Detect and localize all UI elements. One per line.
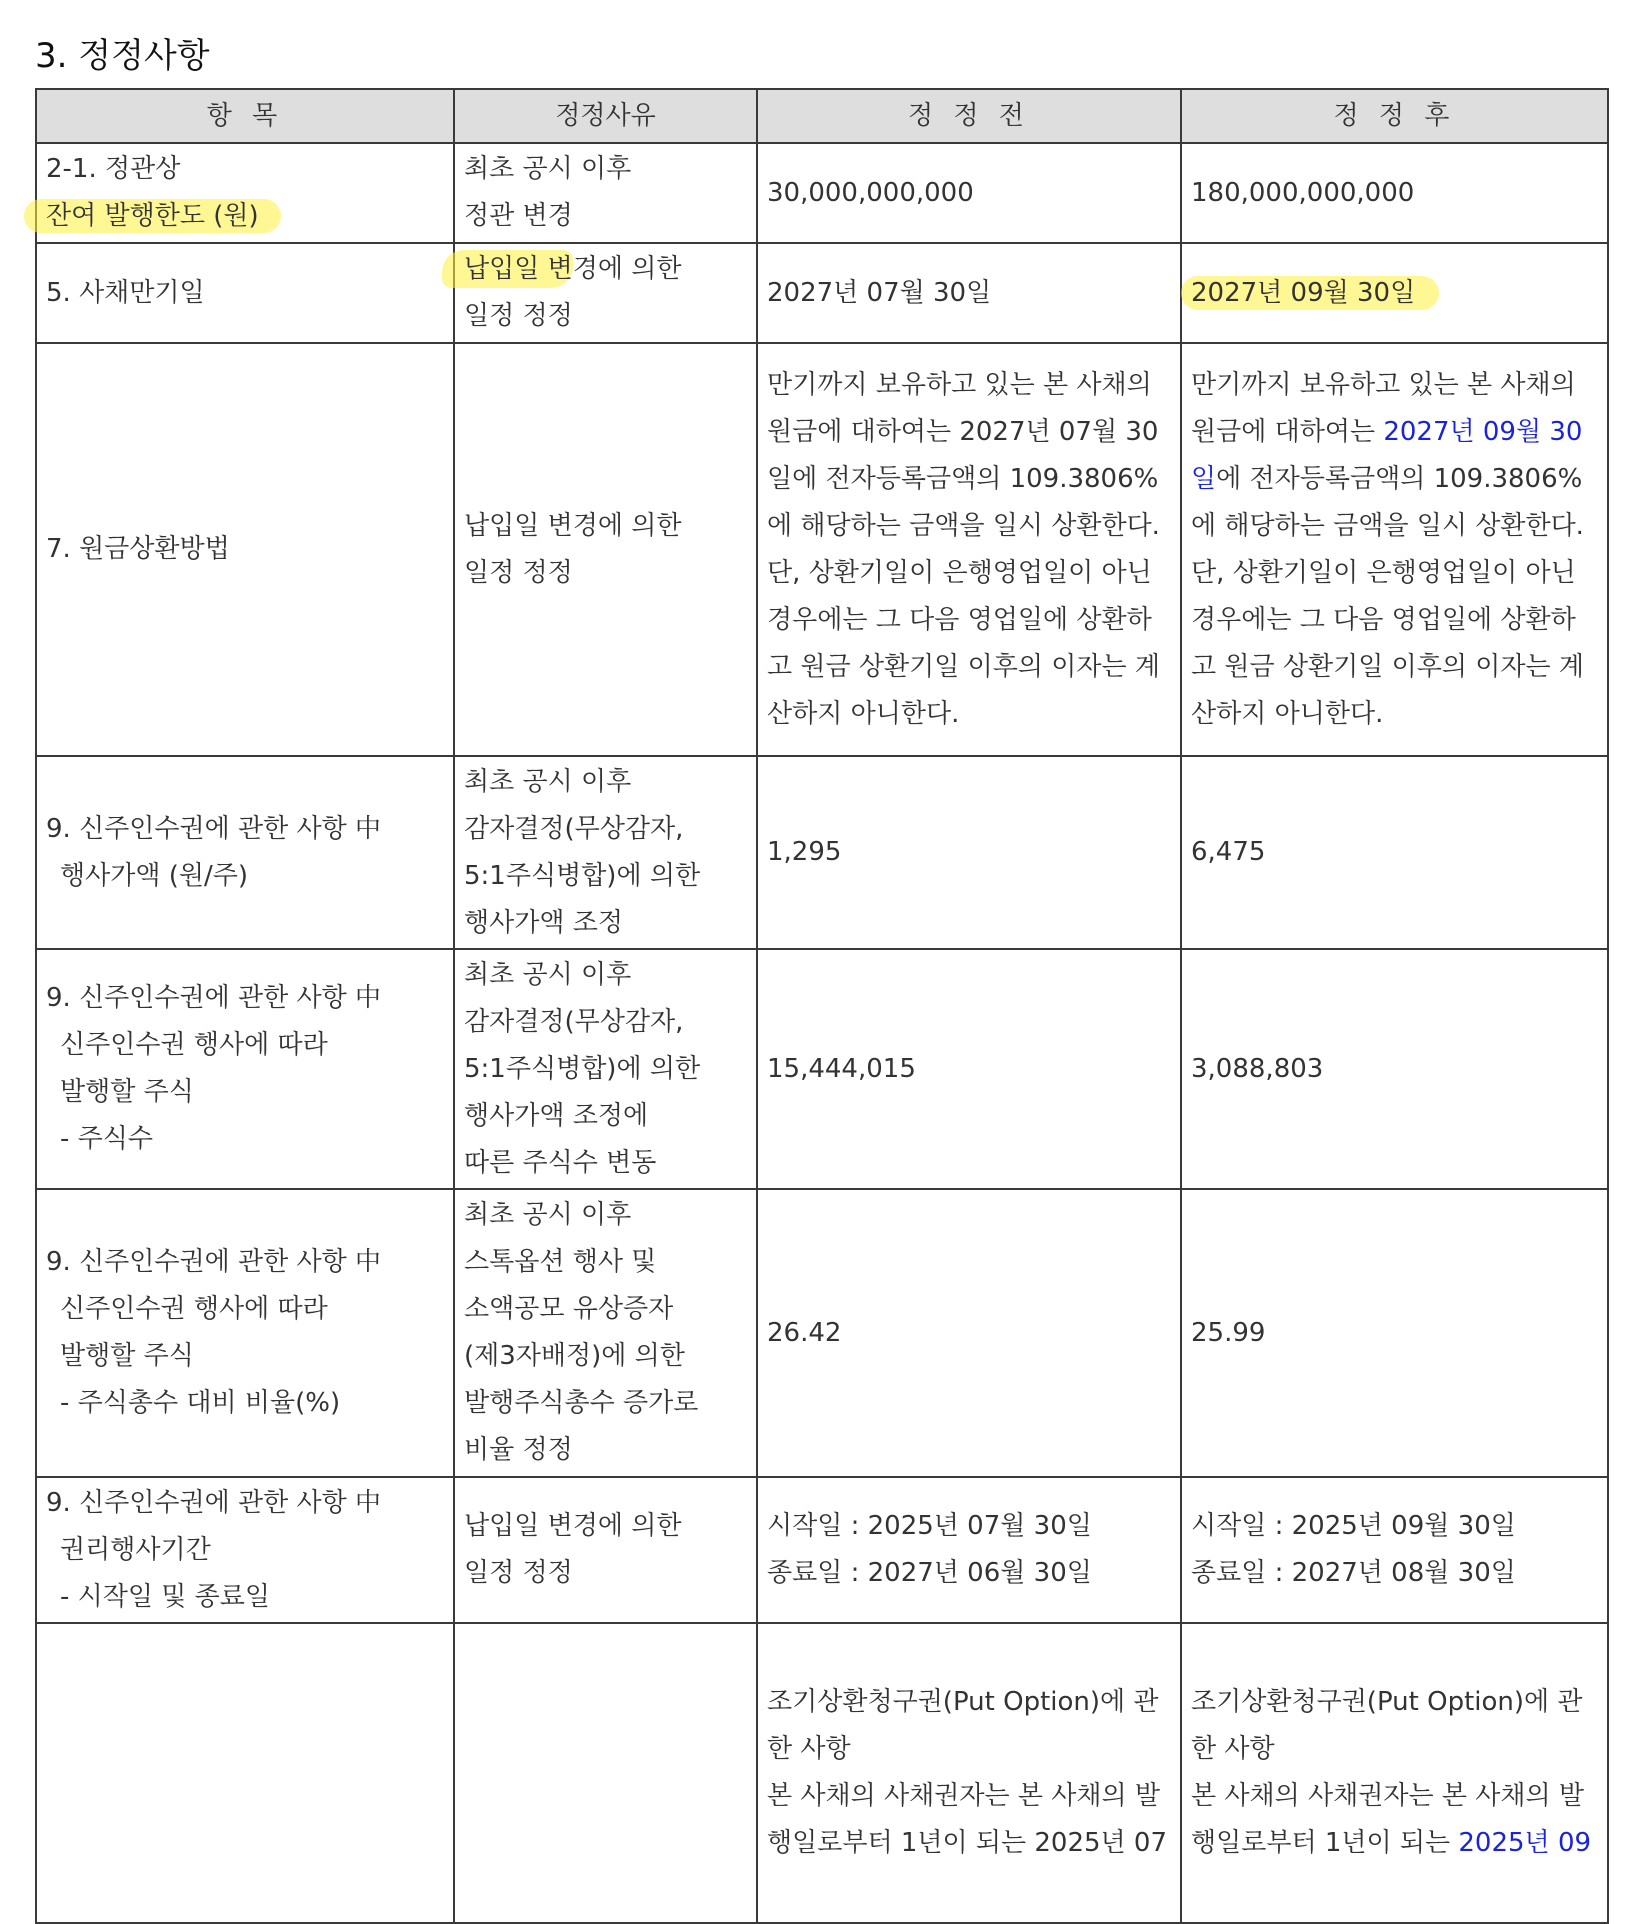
item-rest: 신주인수권 행사에 따라 발행할 주식 - 주식총수 대비 비율(%) <box>60 1294 341 1418</box>
item-line1: 2-1. 정관상 <box>46 154 181 184</box>
table-row <box>36 1623 1608 1923</box>
header-reason: 정정사유 <box>454 89 757 143</box>
table-row <box>36 343 1608 756</box>
cell-item <box>36 1623 454 1923</box>
cell-item <box>36 1189 454 1477</box>
table-row <box>36 756 1608 949</box>
cell-before: 조기상환청구권(Put Option)에 관 한 사항 본 사채의 사채권자는 본 사채의 발 행일로부터 1년이 되는 2025년 07 <box>757 1623 1181 1923</box>
cell-before: 만기까지 보유하고 있는 본 사채의 원금에 대하여는 2027년 07월 30 일에 전자등록금액의 109.3806% 에 해당하는 금액을 일시 상환한다. 단, 상환기일이 은행영업일이 아닌 경우에는 그 다음 영업일에 상환하 고 원금 상환기일 이후의 이자는 계 산하지 아니한다. <box>757 343 1181 756</box>
cell-after: 25.99 <box>1181 1189 1608 1477</box>
item-rest: 행사가액 (원/주) <box>60 860 249 891</box>
reason-rest: 경에 의한 <box>572 254 682 284</box>
reason-line2: 일정 정정 <box>464 301 573 331</box>
cell-before: 2027년 07월 30일 <box>757 243 1181 343</box>
table-header-row <box>36 89 1608 143</box>
item-rest: 신주인수권 행사에 따라 발행할 주식 - 주식수 <box>60 1030 328 1154</box>
correction-table <box>35 88 1609 1924</box>
cell-reason: 납입일 변경에 의한 일정 정정 <box>454 1477 757 1623</box>
cell-item: 5. 사채만기일 <box>36 243 454 343</box>
cell-before: 26.42 <box>757 1189 1181 1477</box>
cell-before: 30,000,000,000 <box>757 143 1181 243</box>
header-before: 정 정 전 <box>757 89 1181 143</box>
after-text: 조기상환청구권(Put Option)에 관 한 사항 본 사채의 사채권자는 본 사채의 발 행일로부터 1년이 되는 <box>1191 1687 1584 1858</box>
header-after: 정 정 후 <box>1181 89 1608 143</box>
highlighted-after: 2027년 09월 30일 <box>1181 276 1439 310</box>
item-line1: 9. 신주인수권에 관한 사항 中 <box>46 1247 382 1277</box>
after-text-rest: 에 전자등록금액의 109.3806% 에 해당하는 금액을 일시 상환한다. 단, 상환기일이 은행영업일이 아닌 경우에는 그 다음 영업일에 상환하 고 원금 상환기일 이후의 이자는 계 산하지 아니한다. <box>1191 463 1584 729</box>
cell-reason <box>454 1623 757 1923</box>
after-link[interactable]: 2027년 09월 30 일 <box>1191 416 1583 494</box>
cell-after <box>1181 1623 1608 1923</box>
after-text: 만기까지 보유하고 있는 본 사채의 원금에 대하여는 <box>1191 369 1576 447</box>
item-line1: 9. 신주인수권에 관한 사항 中 <box>46 1487 382 1518</box>
cell-after <box>1181 343 1608 756</box>
cell-after <box>1181 243 1608 343</box>
highlighted-reason: 납입일 변 <box>442 250 573 288</box>
item-line1: 9. 신주인수권에 관한 사항 中 <box>46 983 382 1013</box>
cell-item <box>36 1477 454 1623</box>
cell-reason: 최초 공시 이후 감자결정(무상감자, 5:1주식병합)에 의한 행사가액 조정 <box>454 756 757 949</box>
cell-after: 시작일 : 2025년 09월 30일 종료일 : 2027년 08월 30일 <box>1181 1477 1608 1623</box>
item-rest: 권리행사기간 - 시작일 및 종료일 <box>60 1534 270 1612</box>
after-link[interactable]: 2025년 09 <box>1458 1828 1592 1858</box>
table-row <box>36 243 1608 343</box>
table-row <box>36 949 1608 1189</box>
cell-reason: 납입일 변경에 의한 일정 정정 <box>454 343 757 756</box>
table-row <box>36 143 1608 243</box>
cell-item <box>36 143 454 243</box>
cell-reason: 최초 공시 이후 스톡옵션 행사 및 소액공모 유상증자 (제3자배정)에 의한 발행주식총수 증가로 비율 정정 <box>454 1189 757 1477</box>
cell-before: 1,295 <box>757 756 1181 949</box>
cell-reason: 최초 공시 이후 정관 변경 <box>454 143 757 243</box>
section-title: 3. 정정사항 <box>35 36 210 76</box>
cell-item <box>36 949 454 1189</box>
item-line1: 9. 신주인수권에 관한 사항 中 <box>46 813 382 844</box>
cell-after: 6,475 <box>1181 756 1608 949</box>
cell-before: 15,444,015 <box>757 949 1181 1189</box>
cell-item: 7. 원금상환방법 <box>36 343 454 756</box>
table-row <box>36 1189 1608 1477</box>
cell-before: 시작일 : 2025년 07월 30일 종료일 : 2027년 06월 30일 <box>757 1477 1181 1623</box>
cell-item <box>36 756 454 949</box>
cell-after: 180,000,000,000 <box>1181 143 1608 243</box>
cell-after: 3,088,803 <box>1181 949 1608 1189</box>
header-item: 항 목 <box>36 89 454 143</box>
highlighted-item-line2: 잔여 발행한도 (원) <box>24 199 281 233</box>
cell-reason <box>454 243 757 343</box>
cell-reason: 최초 공시 이후 감자결정(무상감자, 5:1주식병합)에 의한 행사가액 조정에 따른 주식수 변동 <box>454 949 757 1189</box>
table-row <box>36 1477 1608 1623</box>
